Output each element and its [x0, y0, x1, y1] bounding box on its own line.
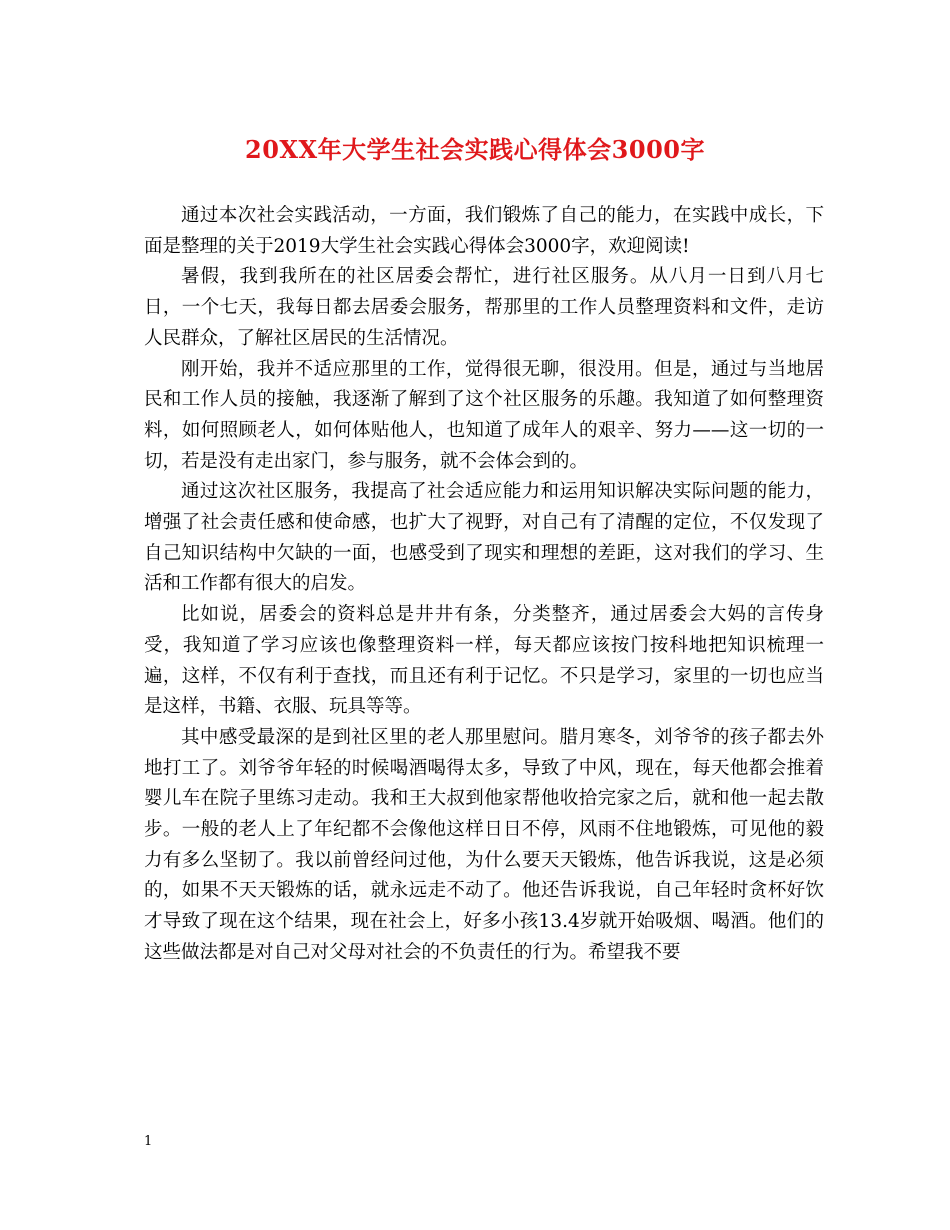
paragraph-example: 比如说，居委会的资料总是井井有条，分类整齐，通过居委会大妈的言传身受，我知道了学习应该也像整理资料一样，每天都应该按门按科地把知识梳理一遍，这样，不仅有利于查找，而且还有利于记忆。不只是学习，家里的一切也应当是这样，书籍、衣服、玩具等等。	[144, 604, 824, 718]
document-body	[144, 201, 824, 969]
paragraph-improvement: 通过这次社区服务，我提高了社会适应能力和运用知识解决实际问题的能力，增强了社会责任感和使命感，也扩大了视野，对自己有了清醒的定位，不仅发现了自己知识结构中欠缺的一面，也感受到了现实和理想的差距，这对我们的学习、生活和工作都有很大的启发。	[144, 481, 824, 595]
page-number: 1	[144, 1134, 153, 1149]
document-title: 20XX年大学生社会实践心得体会3000字	[245, 135, 705, 164]
paragraph-elderly-visit: 其中感受最深的是到社区里的老人那里慰问。腊月寒冬，刘爷爷的孩子都去外地打工了。刘爷爷年轻的时候喝酒喝得太多，导致了中风，现在，每天他都会推着婴儿车在院子里练习走动。我和王大叔到他家帮他收拾完家之后，就和他一起去散步。一般的老人上了年纪都不会像他这样日日不停，风雨不住地锻炼，可见他的毅力有多么坚韧了。我以前曾经问过他，为什么要天天锻炼，他告诉我说，这是必须的，如果不天天锻炼的话，就永远走不动了。他还告诉我说，自己年轻时贪杯好饮才导致了现在这个结果，现在社会上，好多小孩13.4岁就开始吸烟、喝酒。他们的这些做法都是对自己对父母对社会的不负责任的行为。希望我不要	[144, 726, 824, 963]
paragraph-summer-service: 暑假，我到我所在的社区居委会帮忙，进行社区服务。从八月一日到八月七日，一个七天，我每日都去居委会服务，帮那里的工作人员整理资料和文件，走访人民群众，了解社区居民的生活情况。	[144, 266, 824, 349]
paragraph-beginning: 刚开始，我并不适应那里的工作，觉得很无聊，很没用。但是，通过与当地居民和工作人员的接触，我逐渐了解到了这个社区服务的乐趣。我知道了如何整理资料，如何照顾老人，如何体贴他人，也知道了成年人的艰辛、努力——这一切的一切，若是没有走出家门，参与服务，就不会体会到的。	[144, 358, 824, 472]
paragraph-intro: 通过本次社会实践活动，一方面，我们锻炼了自己的能力，在实践中成长，下面是整理的关于2019大学生社会实践心得体会3000字，欢迎阅读!	[144, 205, 824, 257]
